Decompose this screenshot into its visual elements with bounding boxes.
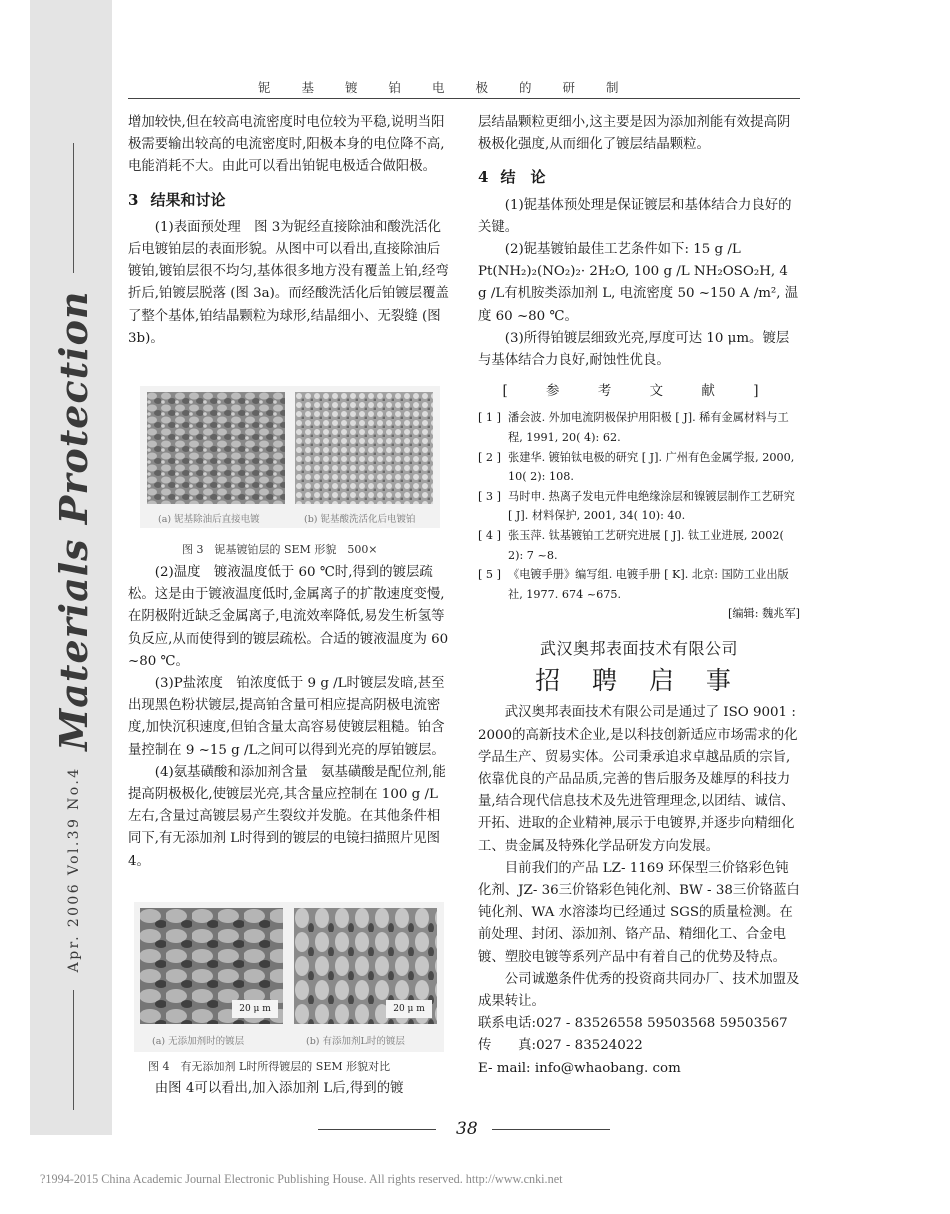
reference-text: 马时申. 热离子发电元件电绝缘涂层和镍镀层制作工艺研究 [ J]. 材料保护, 2001, 34( 10): 40. [508,489,795,523]
ad-phone-line [478,1013,800,1035]
figure-4a-label: (a) 无添加剂时的镀层 [152,1036,245,1047]
reference-list [478,408,800,624]
journal-sidebar [0,0,112,1214]
section-number: 4 [478,168,489,187]
figure-4b-label: (b) 有添加剂L时的镀层 [306,1036,405,1047]
figure-4-caption: 图 4 有无添加剂 L时所得镀层的 SEM 形貌对比 [148,1060,391,1073]
fax-value: 027 - 83524022 [536,1038,643,1054]
sidebar-journal-title: Materials Protection [51,290,96,751]
figure-3b-label: (b) 铌基酸洗活化后电镀铂 [304,514,416,525]
reference-number: [ 3 ] [478,489,501,503]
intro-paragraph: 增加较快,但在较高电流密度时电位较为平稳,说明当阳极需要输出较高的电流密度时,阳极本身的电位降不高,电能消耗不大。由此可以看出铂铌电极适合做阳极。 [128,115,445,175]
scale-bar-4b: 20 μ m [386,1000,432,1018]
figure-4 [134,902,444,1052]
email-value[interactable]: info@whaobang. com [534,1060,681,1076]
left-column-middle [128,562,450,873]
reference-item [478,565,800,604]
conclusion-1: (1)铌基体预处理是保证镀层和基体结合力良好的关键。 [478,197,792,235]
section-title: 结 论 [500,168,546,187]
sem-texture [147,392,285,504]
figure-4-discussion: 由图 4可以看出,加入添加剂 L后,得到的镀 [154,1081,404,1096]
continued-paragraph: 层结晶颗粒更细小,这主要是因为添加剂能有效提高阴极极化强度,从而细化了镀层结晶颗粒。 [478,115,791,153]
sem-photo-4a [140,908,283,1024]
email-label: E- mail: [478,1060,531,1076]
footer-rule-left [318,1129,436,1130]
fax-label: 传 真: [478,1038,537,1054]
sidebar-rule [73,990,74,1110]
conclusion-3: (3)所得铂镀层细致光亮,厚度可达 10 μm。镀层与基体结合力良好,耐蚀性优良。 [478,330,790,369]
reference-text: 《电镀手册》编写组. 电镀手册 [ K]. 北京: 国防工业出版社, 1977. 674 ~675. [508,568,789,601]
temperature-paragraph: (2)温度 镀液温度低于 60 ℃时,得到的镀层疏松。这是由于镀液温度低时,金属离子的扩散速度变慢,在阴极附近缺乏金属离子,电流效率降低,易发生析氢等负反应,从而使得到的镀层疏松。合适的镀液温度为 60 ~80 ℃。 [128,565,449,669]
additive-paragraph: (4)氨基磺酸和添加剂含量 氨基磺酸是配位剂,能提高阴极极化,使镀层光亮,其含量应控制在 100 g /L左右,含量过高镀层易产生裂纹并发脆。在其他条件相同下,有无添加剂 L时得到的镀层的电镜扫描照片见图 4。 [128,764,446,869]
reference-number: [ 1 ] [478,411,501,425]
phone-label: 联系电话: [478,1016,537,1032]
sidebar-journal-info: Apr. 2006 Vol.39 No.4 [65,766,82,973]
sidebar-rule [73,143,74,273]
reference-number: [ 2 ] [478,450,501,464]
reference-text: 张建华. 镀铂钛电极的研究 [ J]. 广州有色金属学报, 2000, 10( 2): 108. [508,450,795,484]
sem-texture [295,392,433,504]
sem-photo-4b [294,908,437,1024]
footer-rule-right [492,1129,610,1130]
section-3-heading [128,189,450,211]
section-title: 结果和讨论 [150,190,226,209]
reference-text: 张玉萍. 钛基镀铂工艺研究进展 [ J]. 钛工业进展, 2002( 2): 7 ~8. [508,529,784,562]
reference-text: 潘会波. 外加电流阴极保护用阳极 [ J]. 稀有金属材料与工程, 1991, 20( 4): 62. [508,411,789,445]
page-number: 38 [456,1119,478,1139]
pretreatment-paragraph: (1)表面预处理 图 3为铌经直接除油和酸洗活化后电镀铂层的表面形貌。从图中可以看出,直接除油后镀铂,镀铂层很不均匀,基体很多地方没有覆盖上铂,经弯折后,铂镀层脱落 (图 3a)。而经酸洗活化后铂镀层覆盖了整个基体,铂结晶颗粒为球形,结晶细小、无裂缝 (图 3b)。 [128,219,449,346]
ad-paragraph-2: 目前我们的产品 LZ- 1169 环保型三价铬彩色钝化剂、JZ- 36三价铬彩色钝化剂、BW - 38三价铬蓝白钝化剂、WA 水溶漆均已经通过 SGS的质量检测。在前处理、封闭、添加剂、铬产品、精细化工、合金电镀、塑胶电镀等系列产品中有着自己的优势及特点。 [478,860,800,965]
reference-number: [ 5 ] [478,568,501,582]
running-header: 铌基镀铂电极的研制 [258,80,650,95]
scale-bar-4a: 20 μ m [232,1000,278,1018]
ad-email-line [478,1058,800,1080]
header-rule [128,98,800,99]
ad-company-name: 武汉奥邦表面技术有限公司 [539,638,738,658]
right-column [478,112,800,1080]
sem-photo-3a [147,392,285,504]
ad-fax-line [478,1035,800,1057]
editor-note: [编辑: 魏兆军] [728,607,800,621]
sem-photo-3b [295,392,433,504]
figure-3-caption: 图 3 铌基镀铂层的 SEM 形貌 500× [182,543,378,556]
copyright-notice: ?1994-2015 China Academic Journal Electronic Publishing House. All rights reserved. http://www.cnki.net [40,1172,563,1186]
section-number: 3 [128,190,139,209]
figure-3a-label: (a) 铌基除油后直接电镀 [158,514,260,525]
section-4-heading [478,166,800,188]
psalt-paragraph: (3)P盐浓度 铂浓度低于 9 g /L时镀层发暗,甚至出现黑色粉状镀层,提高铂含量可相应提高阴极电流密度,加快沉积速度,但铂含量太高容易使镀层粗糙。铂含量控制在 9 ~15 g /L之间可以得到光亮的厚铂镀层。 [128,676,445,758]
conclusion-2: (2)铌基镀铂最佳工艺条件如下: 15 g /L Pt(NH₂)₂(NO₂)₂· 2H₂O, 100 g /L NH₂OSO₂H, 4 g /L有机胺类添加剂 L, 电流密度 50 ~150 A /m², 温度 60 ~80 ℃。 [478,242,799,324]
ad-paragraph-1: 武汉奥邦表面技术有限公司是通过了 ISO 9001 : 2000的高新技术企业,是以科技创新适应市场需求的化学品生产、贸易实体。公司秉承追求卓越品质的宗旨,依靠优良的产品品质,完善的售后服务及雄厚的科技力量,结合现代信息技术及先进管理理念,以团结、诚信、开拓、进取的企业精神,展示于电镀界,并逐步向精细化工、贵金属及特殊化学品研发方向发展。 [478,705,798,854]
recruitment-ad [478,638,800,1080]
reference-item [478,448,800,487]
ad-paragraph-3: 公司诚邀条件优秀的投资商共同办厂、技术加盟及成果转让。 [478,971,800,1010]
phone-value: 027 - 83526558 59503568 59503567 [536,1016,788,1032]
references-heading: [ 参 考 文 献 ] [502,383,776,400]
sidebar-vertical-text [51,143,96,1110]
left-column-bottom [128,1078,450,1100]
figure-3 [140,386,440,528]
reference-item [478,526,800,565]
ad-title: 招 聘 启 事 [535,666,743,696]
reference-item [478,408,800,447]
reference-item [478,487,800,526]
reference-number: [ 4 ] [478,529,501,542]
left-column-top [128,112,450,350]
